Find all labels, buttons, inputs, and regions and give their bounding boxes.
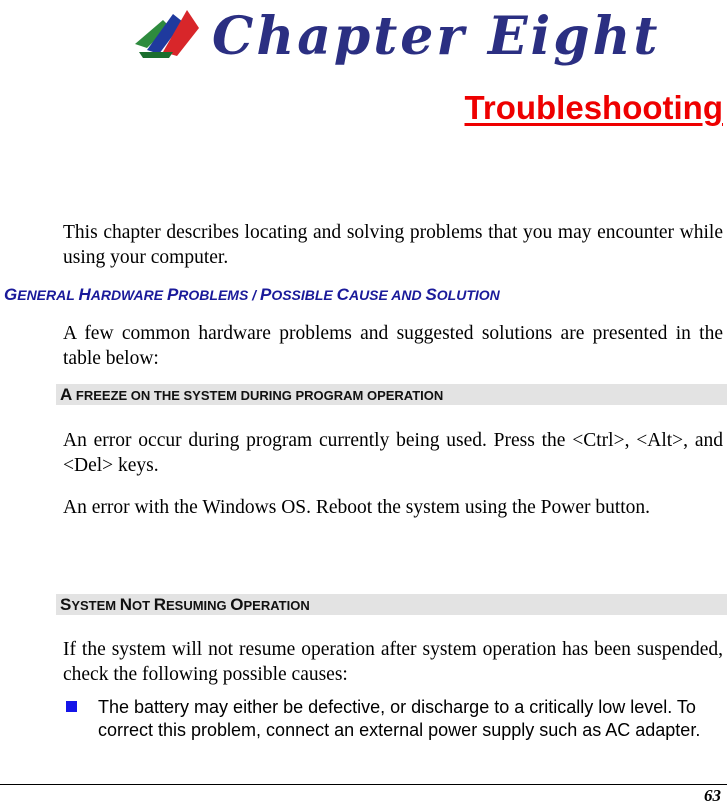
page-number: 63 [704,786,721,805]
intro-paragraph: This chapter describes locating and solving problems that you may encounter while using your computer. [63,222,723,268]
problem-paragraph: An error occur during program currently being used. Press the <Ctrl>, <Alt>, and <Del> keys. [63,430,723,476]
problem-paragraph: An error with the Windows OS. Reboot the system using the Power button. [63,497,651,518]
section-heading: GENERAL HARDWARE PROBLEMS / POSSIBLE CAUSE AND SOLUTION [4,285,500,304]
bullet-text: The battery may either be defective, or discharge to a critically low level. To correct this problem, connect an external power supply such as AC adapter. [98,697,701,740]
chapter-logo-icon [133,8,203,60]
chapter-heading: Chapter Eight [212,6,661,67]
footer-rule [0,784,727,785]
page-title: Troubleshooting [464,89,723,126]
problem-paragraph: If the system will not resume operation after system operation has been suspended, check the following possible causes: [63,639,723,685]
section-intro-paragraph: A few common hardware problems and suggested solutions are presented in the table below: [63,323,723,369]
square-bullet-icon [66,701,77,712]
problem-heading-bar: A FREEZE ON THE SYSTEM DURING PROGRAM OPERATION [56,384,727,405]
problem-heading-bar: SYSTEM NOT RESUMING OPERATION [56,594,727,615]
